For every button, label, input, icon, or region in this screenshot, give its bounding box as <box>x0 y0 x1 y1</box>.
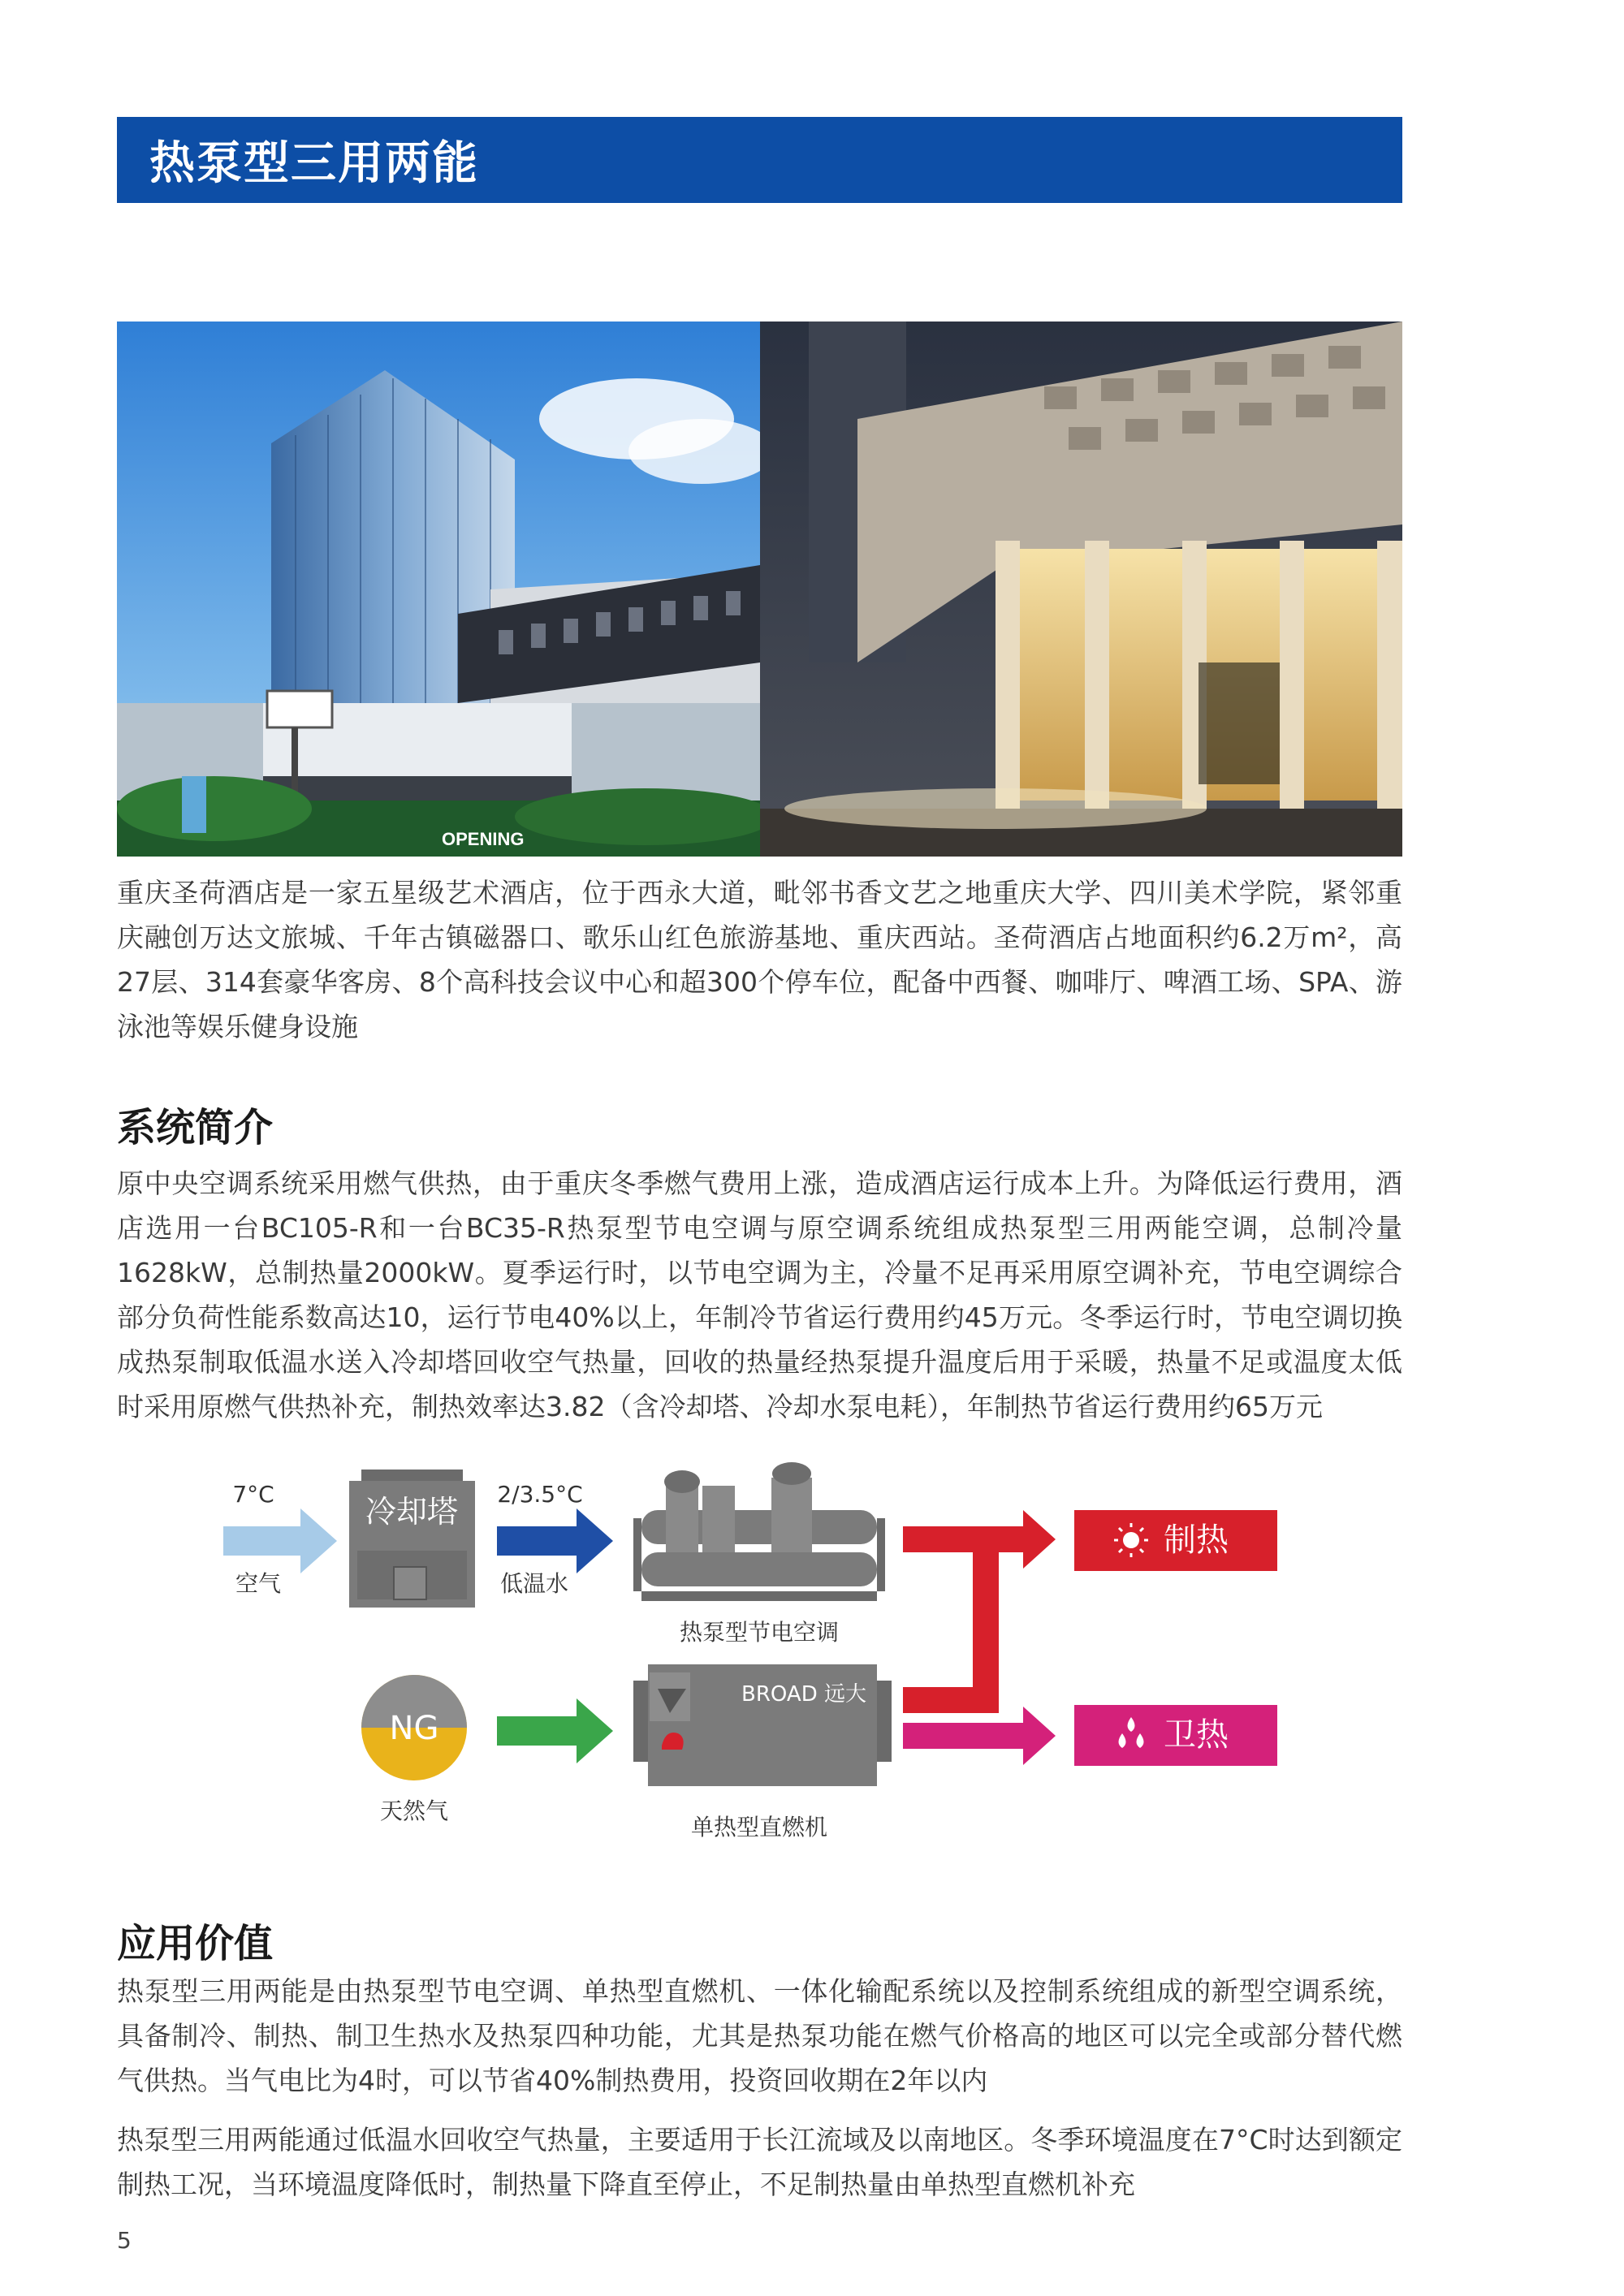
hotel-photos <box>117 322 1402 857</box>
system-diagram <box>0 1445 1624 1867</box>
cooling-tower <box>349 1470 475 1608</box>
heat-pump-label: 热泵型节电空调 <box>679 1619 840 1646</box>
heating-output <box>1074 1510 1277 1571</box>
section-heading-system: 系统简介 <box>117 1105 274 1150</box>
value-paragraph-1: 热泵型三用两能是由热泵型节电空调、单热型直燃机、一体化输配系统以及控制系统组成的新型空调系统，具备制冷、制热、制卫生热水及热泵四种功能，尤其是热泵功能在燃气价格高的地区可以完全或部分替代燃气供热。当气电比为4时，可以节省40%制热费用，投资回收期在2年以内 <box>117 1975 1402 2096</box>
water-temp-label: 2/3.5°C <box>497 1481 583 1508</box>
page-title: 热泵型三用两能 <box>149 137 479 190</box>
burner-brand: BROAD 远大 <box>741 1682 866 1707</box>
hotel-entrance-photo <box>760 322 1402 857</box>
gas-label: 天然气 <box>379 1798 449 1824</box>
ng-text: NG <box>389 1710 439 1747</box>
heating-pipe <box>903 1510 1056 1713</box>
burner-label: 单热型直燃机 <box>690 1814 828 1841</box>
gas-arrow <box>497 1698 613 1763</box>
title-banner <box>117 117 1402 203</box>
hot-water-label: 卫热 <box>1164 1716 1229 1754</box>
natural-gas-icon <box>361 1675 467 1824</box>
hotel-exterior-photo <box>117 322 760 857</box>
air-arrow <box>223 1508 337 1573</box>
heating-label: 制热 <box>1164 1521 1229 1559</box>
water-label: 低温水 <box>499 1570 569 1597</box>
section-heading-value: 应用价值 <box>117 1921 274 1966</box>
page-number: 5 <box>117 2227 132 2254</box>
air-temp-label: 7°C <box>232 1481 274 1508</box>
water-arrow <box>497 1508 613 1573</box>
hot-water-arrow <box>903 1707 1056 1765</box>
heat-pump-unit <box>633 1462 885 1646</box>
direct-fired-unit <box>633 1664 892 1841</box>
system-paragraph: 原中央空调系统采用燃气供热，由于重庆冬季燃气费用上涨，造成酒店运行成本上升。为降低运行费用，酒店选用一台BC105-R和一台BC35-R热泵型节电空调与原空调系统组成热泵型三用两能空调，总制冷量1628kW，总制热量2000kW。夏季运行时，以节电空调为主，冷量不足再采用原空调补充，节电空调综合部分负荷性能系数高达10，运行节电40%以上，年制冷节省运行费用约45万元。冬季运行时，节电空调切换成热泵制取低温水送入冷却塔回收空气热量，回收的热量经热泵提升温度后用于采暖，热量不足或温度太低时采用原燃气供热补充，制热效率达3.82（含冷却塔、冷却水泵电耗），年制热节省运行费用约65万元 <box>117 1167 1402 1422</box>
value-paragraph-2: 热泵型三用两能通过低温水回收空气热量，主要适用于长江流域及以南地区。冬季环境温度在7°C时达到额定制热工况，当环境温度降低时，制热量下降直至停止，不足制热量由单热型直燃机补充 <box>117 2124 1402 2200</box>
sun-icon <box>1123 1532 1139 1548</box>
air-label: 空气 <box>235 1570 282 1597</box>
intro-paragraph: 重庆圣荷酒店是一家五星级艺术酒店，位于西永大道，毗邻书香文艺之地重庆大学、四川美术学院，紧邻重庆融创万达文旅城、千年古镇磁器口、歌乐山红色旅游基地、重庆西站。圣荷酒店占地面积约6.2万m²，高27层、314套豪华客房、8个高科技会议中心和超300个停车位，配备中西餐、咖啡厅、啤酒工场、SPA、游泳池等娱乐健身设施 <box>117 877 1402 1042</box>
hot-water-output <box>1074 1705 1277 1766</box>
tower-label: 冷却塔 <box>365 1494 459 1530</box>
sign-opening-text: OPENING <box>442 829 525 849</box>
